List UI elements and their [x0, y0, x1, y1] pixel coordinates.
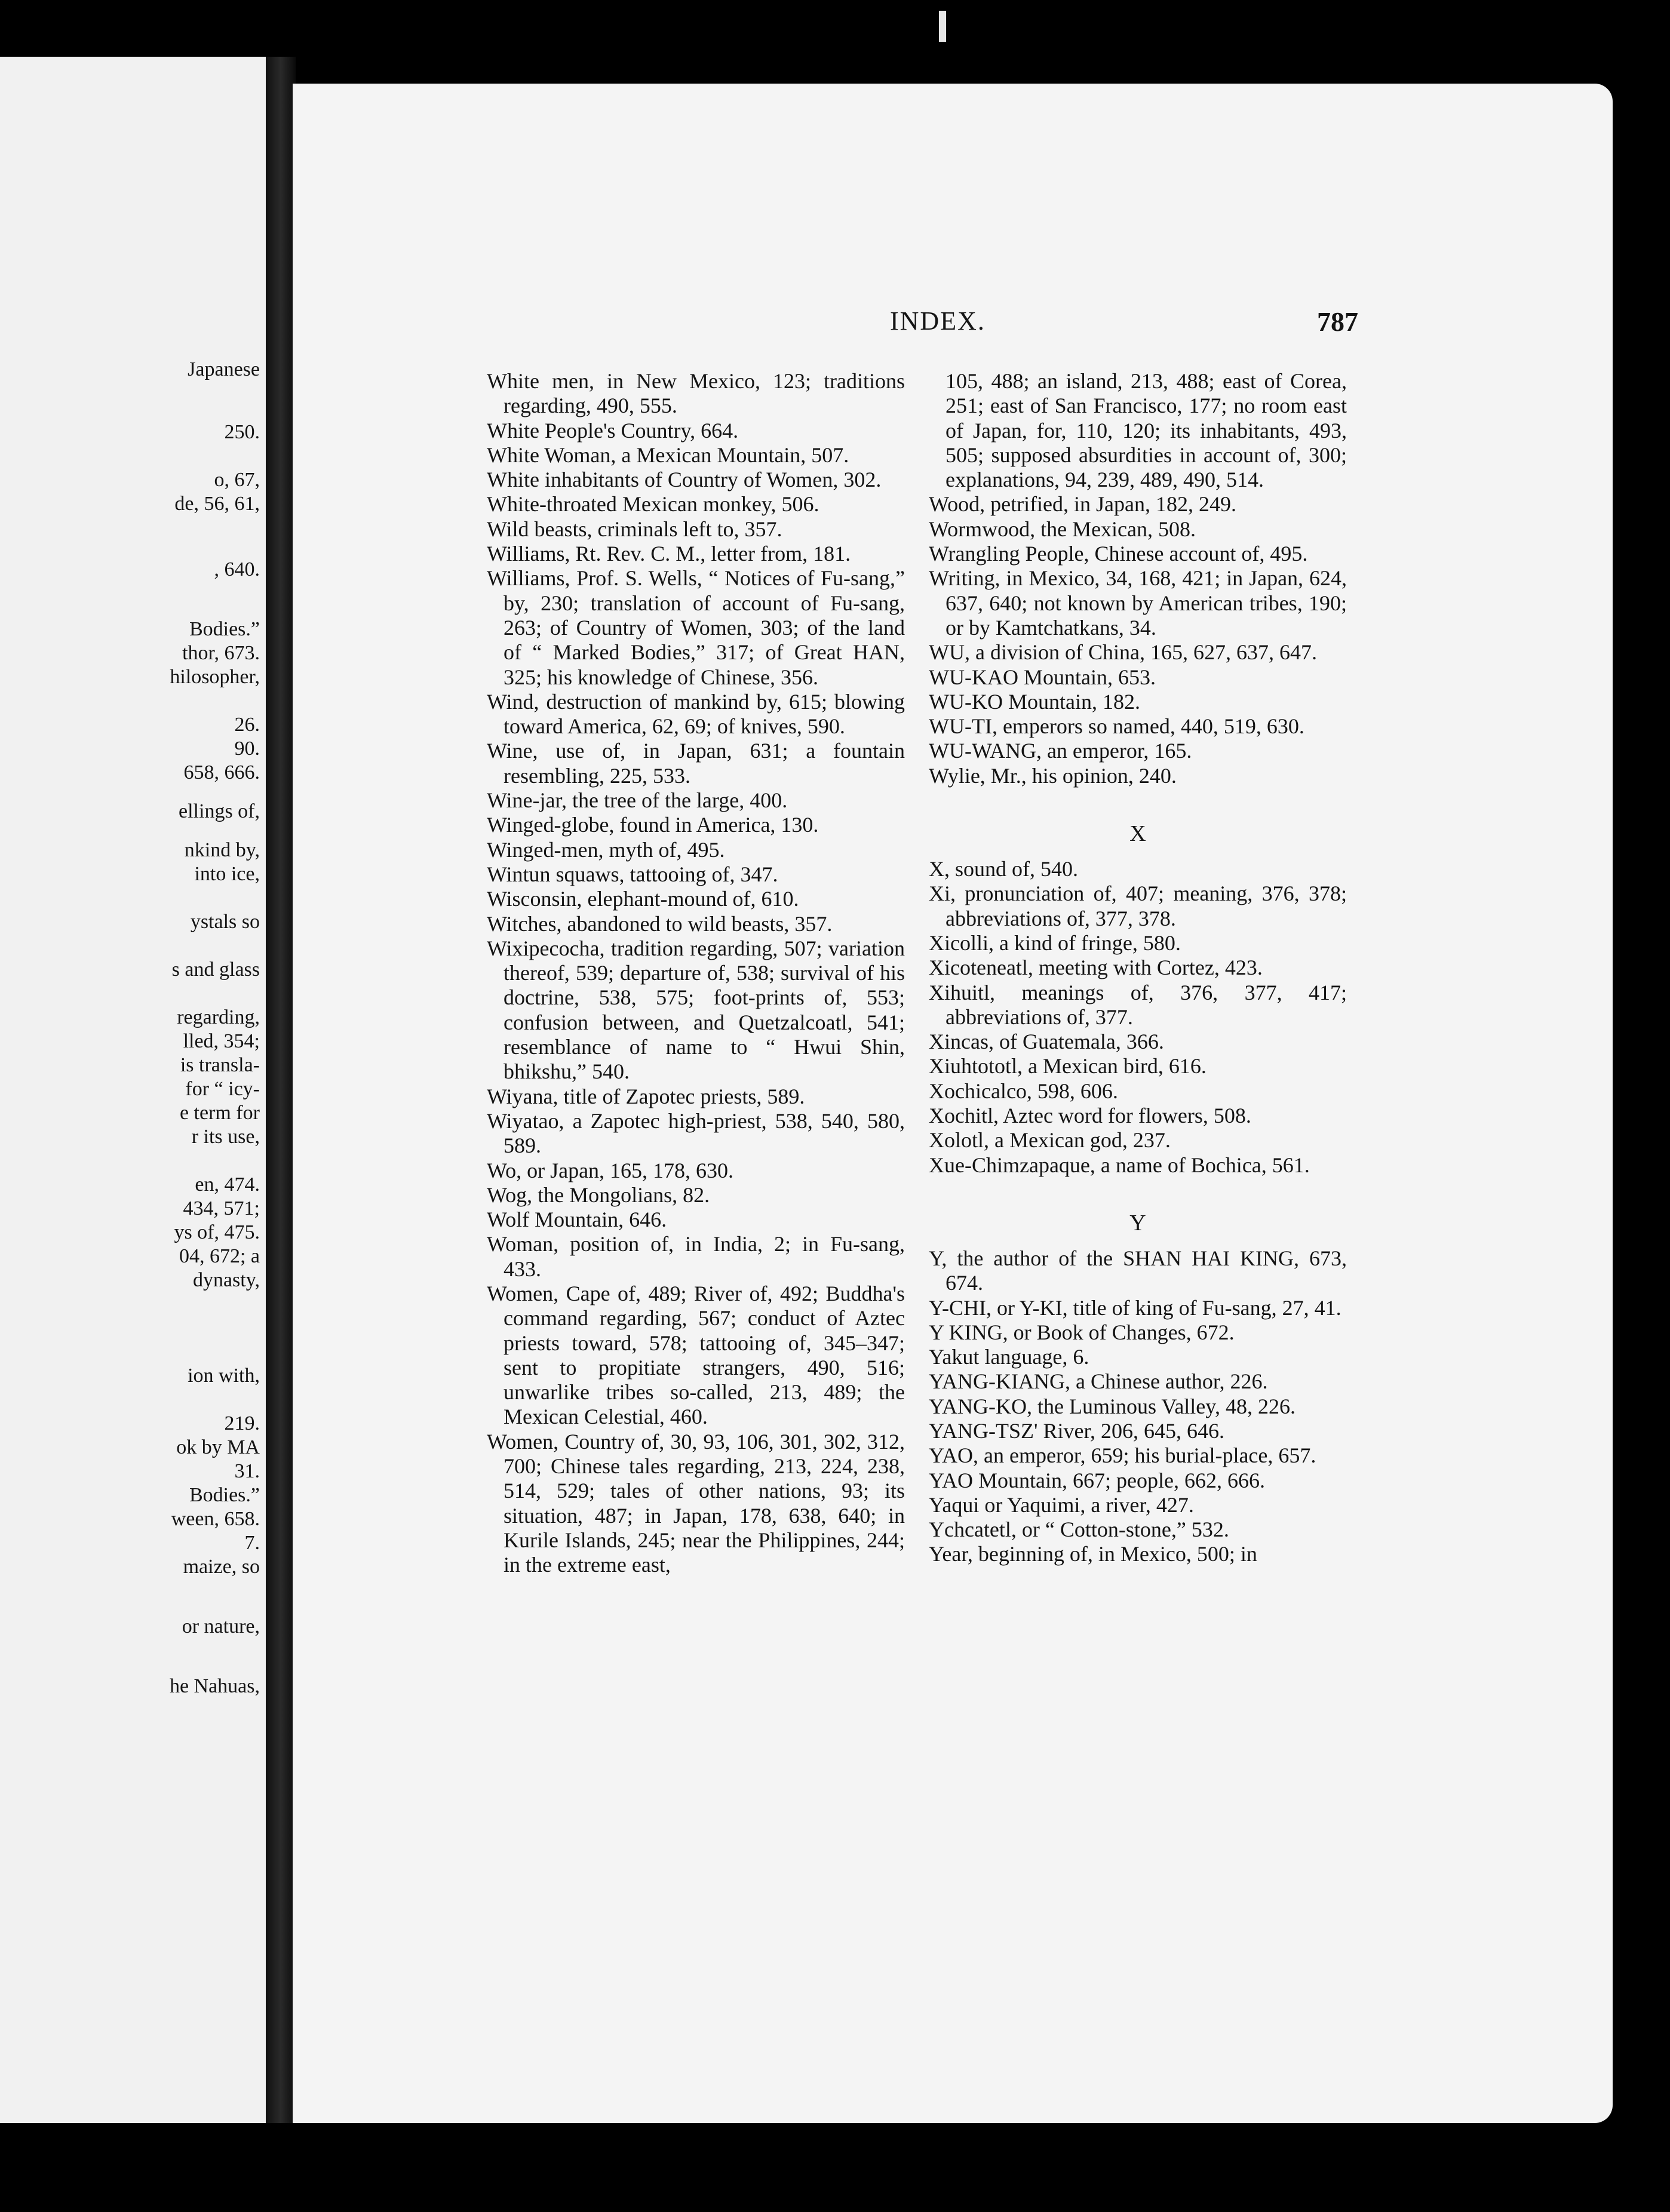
index-entry: Women, Country of, 30, 93, 106, 301, 302, 312, 700; Chinese tales regarding, 213, 224, 238, 514, 529; tales of other nations, 93; its situation, 487; in Japan, 178, 638, 640; in Kurile Islands, 245; near the Philippines, 244; in the extreme east,	[487, 1429, 905, 1577]
index-entry: Wood, petrified, in Japan, 182, 249.	[929, 492, 1237, 517]
index-entry: YANG-TSZ' River, 206, 645, 646.	[929, 1418, 1225, 1443]
left-page-line-fragment: thor, 673.	[182, 642, 260, 664]
index-entry: WU-WANG, an emperor, 165.	[929, 739, 1192, 763]
index-entry: Wiyana, title of Zapotec priests, 589.	[487, 1084, 805, 1108]
left-page-line-fragment: ween, 658.	[171, 1508, 260, 1530]
index-entry: Xolotl, a Mexican god, 237.	[929, 1128, 1171, 1153]
index-entry: Williams, Prof. S. Wells, “ Notices of Fu-sang,” by, 230; translation of account of Fu-sang, 263; of Country of Women, 303; of the land of “ Marked Bodies,” 317; of Great HAN, 325; his knowledge of Chinese, 356.	[487, 566, 905, 689]
index-entry: WU-KAO Mountain, 653.	[929, 665, 1156, 689]
index-entry: Wixipecocha, tradition regarding, 507; variation thereof, 539; departure of, 538; survival of his doctrine, 538, 575; foot-prints of, 553; confusion between, and Quetzalcoatl, 541; resemblance of name to “ Hwui Shin, bhikshu,” 540.	[487, 936, 905, 1084]
left-page-line-fragment: 7.	[244, 1532, 260, 1554]
left-page-line-fragment: regarding,	[177, 1006, 260, 1028]
left-page-line-fragment: 04, 672; a	[179, 1245, 260, 1267]
index-entry: Xochitl, Aztec word for flowers, 508.	[929, 1104, 1251, 1128]
left-page-line-fragment: ys of, 475.	[174, 1221, 260, 1243]
index-entry: Winged-men, myth of, 495.	[487, 837, 725, 862]
index-entry: WU-TI, emperors so named, 440, 519, 630.	[929, 714, 1304, 739]
page-number: 787	[1317, 306, 1358, 337]
index-entry: Winged-globe, found in America, 130.	[487, 813, 819, 837]
left-page-line-fragment: 26.	[234, 714, 260, 736]
index-entry: WU-KO Mountain, 182.	[929, 689, 1140, 714]
left-page-line-fragment: r its use,	[191, 1126, 260, 1148]
index-entry: Xi, pronunciation of, 407; meaning, 376, 378; abbreviations of, 377, 378.	[929, 881, 1347, 930]
index-entry: Wo, or Japan, 165, 178, 630.	[487, 1158, 734, 1182]
left-page-line-fragment: for “ icy-	[185, 1078, 260, 1100]
index-entry: Wolf Mountain, 646.	[487, 1208, 667, 1232]
left-page-line-fragment: lled, 354;	[183, 1030, 260, 1052]
left-page-line-fragment: e term for	[179, 1102, 260, 1124]
book-gutter	[266, 57, 296, 2123]
index-entry: Witches, abandoned to wild beasts, 357.	[487, 911, 833, 936]
left-page-line-fragment: ellings of,	[179, 800, 260, 822]
left-page-line-fragment: nkind by,	[184, 839, 260, 861]
index-column-right	[929, 369, 1347, 1567]
left-page-line-fragment: or nature,	[182, 1615, 260, 1638]
index-entry: Xue-Chimzapaque, a name of Bochica, 561.	[929, 1153, 1310, 1177]
index-entry: Women, Cape of, 489; River of, 492; Buddha's command regarding, 567; conduct of Aztec priests toward, 578; tattooing of, 345–347; sent to propitiate strangers, 490, 516; unwarlike tribes so-called, 213, 489; the Mexican Celestial, 460.	[487, 1281, 905, 1429]
index-entry: Xihuitl, meanings of, 376, 377, 417; abbreviations of, 377.	[929, 980, 1347, 1029]
index-entry-continuation: 105, 488; an island, 213, 488; east of Corea, 251; east of San Francisco, 177; no room east of Japan, for, 110, 120; its inhabitants, 493, 505; supposed absurdities in account of, 300; explanations, 94, 239, 489, 490, 514.	[945, 369, 1347, 492]
index-entry: Ychcatetl, or “ Cotton-stone,” 532.	[929, 1517, 1229, 1542]
index-entry: White inhabitants of Country of Women, 302.	[487, 468, 882, 492]
left-page-line-fragment: into ice,	[194, 863, 260, 885]
index-entry: White men, in New Mexico, 123; traditions regarding, 490, 555.	[487, 369, 905, 418]
index-entry: YANG-KO, the Luminous Valley, 48, 226.	[929, 1394, 1296, 1418]
running-header	[293, 306, 1613, 354]
left-page-line-fragment: hilosopher,	[170, 666, 260, 688]
index-entry: Y KING, or Book of Changes, 672.	[929, 1320, 1235, 1344]
left-page-line-fragment: en, 474.	[195, 1173, 260, 1196]
left-page-line-fragment: dynasty,	[192, 1269, 260, 1291]
left-page-line-fragment: Bodies.”	[189, 618, 260, 640]
left-page-line-fragment: ok by MA	[176, 1436, 260, 1458]
index-entry: Wild beasts, criminals left to, 357.	[487, 517, 782, 541]
index-entry: YAO, an emperor, 659; his burial-place, 657.	[929, 1443, 1316, 1468]
left-page-line-fragment: maize, so	[183, 1556, 260, 1578]
index-entry: Xincas, of Guatemala, 366.	[929, 1030, 1164, 1054]
left-page-line-fragment: he Nahuas,	[169, 1675, 260, 1697]
index-entry: White People's Country, 664.	[487, 418, 739, 443]
index-entry: Wine, use of, in Japan, 631; a fountain resembling, 225, 533.	[487, 739, 905, 788]
index-entry: Wine-jar, the tree of the large, 400.	[487, 788, 788, 813]
index-entry: White Woman, a Mexican Mountain, 507.	[487, 443, 849, 467]
left-page-line-fragment: is transla-	[180, 1054, 260, 1076]
left-page-line-fragment: Bodies.”	[189, 1484, 260, 1506]
index-entry: Wormwood, the Mexican, 508.	[929, 517, 1196, 541]
left-page-line-fragment: s and glass	[171, 958, 260, 981]
index-entry: White-throated Mexican monkey, 506.	[487, 492, 819, 517]
index-entry: Y-CHI, or Y-KI, title of king of Fu-sang, 27, 41.	[929, 1295, 1341, 1320]
index-entry: Wylie, Mr., his opinion, 240.	[929, 763, 1177, 788]
left-page-line-fragment: 219.	[224, 1412, 260, 1434]
left-page-line-fragment: 250.	[224, 421, 260, 443]
right-page	[293, 84, 1613, 2123]
index-column-left	[487, 369, 905, 1578]
index-entry: Wintun squaws, tattooing of, 347.	[487, 862, 778, 886]
scan-mark	[939, 11, 946, 42]
section-heading-y: Y	[1129, 1210, 1146, 1236]
index-entry: Wind, destruction of mankind by, 615; blowing toward America, 62, 69; of knives, 590.	[487, 689, 905, 739]
index-entry: YANG-KIANG, a Chinese author, 226.	[929, 1369, 1268, 1394]
left-page-line-fragment: ion with,	[188, 1365, 260, 1387]
left-page-line-fragment: de, 56, 61,	[174, 493, 260, 515]
index-entry: Writing, in Mexico, 34, 168, 421; in Japan, 624, 637, 640; not known by American tribes, 190; or by Kamtchatkans, 34.	[929, 566, 1347, 640]
left-page-line-fragment: 31.	[234, 1460, 260, 1482]
left-page-line-fragment: o, 67,	[214, 469, 260, 491]
left-page-line-fragment: 658, 666.	[183, 761, 260, 784]
index-entry: Yakut language, 6.	[929, 1345, 1089, 1369]
index-entry: Year, beginning of, in Mexico, 500; in	[929, 1542, 1257, 1566]
left-page	[0, 57, 266, 2123]
section-heading-x: X	[1129, 821, 1146, 847]
left-page-line-fragment: , 640.	[214, 558, 260, 580]
index-entry: Xicolli, a kind of fringe, 580.	[929, 930, 1181, 955]
left-page-line-fragment: ystals so	[190, 911, 260, 933]
index-entry: Wrangling People, Chinese account of, 495.	[929, 542, 1308, 566]
left-page-line-fragment: Japanese	[188, 358, 260, 380]
running-title: INDEX.	[890, 306, 986, 336]
left-page-line-fragment: 90.	[234, 738, 260, 760]
index-entry: YAO Mountain, 667; people, 662, 666.	[929, 1468, 1265, 1492]
index-entry: Wisconsin, elephant-mound of, 610.	[487, 887, 799, 911]
index-entry: X, sound of, 540.	[929, 857, 1078, 881]
index-entry: Woman, position of, in India, 2; in Fu-sang, 433.	[487, 1232, 905, 1281]
index-entry: WU, a division of China, 165, 627, 637, 647.	[929, 640, 1317, 665]
index-entry: Xicoteneatl, meeting with Cortez, 423.	[929, 956, 1263, 980]
index-entry: Wiyatao, a Zapotec high-priest, 538, 540, 580, 589.	[487, 1108, 905, 1158]
index-entry: Xochicalco, 598, 606.	[929, 1079, 1118, 1103]
index-entry: Williams, Rt. Rev. C. M., letter from, 181.	[487, 542, 851, 566]
index-entry: Y, the author of the SHAN HAI KING, 673, 674.	[929, 1246, 1347, 1295]
left-page-line-fragment: 434, 571;	[183, 1197, 260, 1219]
index-entry: Yaqui or Yaquimi, a river, 427.	[929, 1492, 1194, 1517]
index-entry: Xiuhtototl, a Mexican bird, 616.	[929, 1054, 1207, 1079]
index-entry: Wog, the Mongolians, 82.	[487, 1182, 710, 1207]
